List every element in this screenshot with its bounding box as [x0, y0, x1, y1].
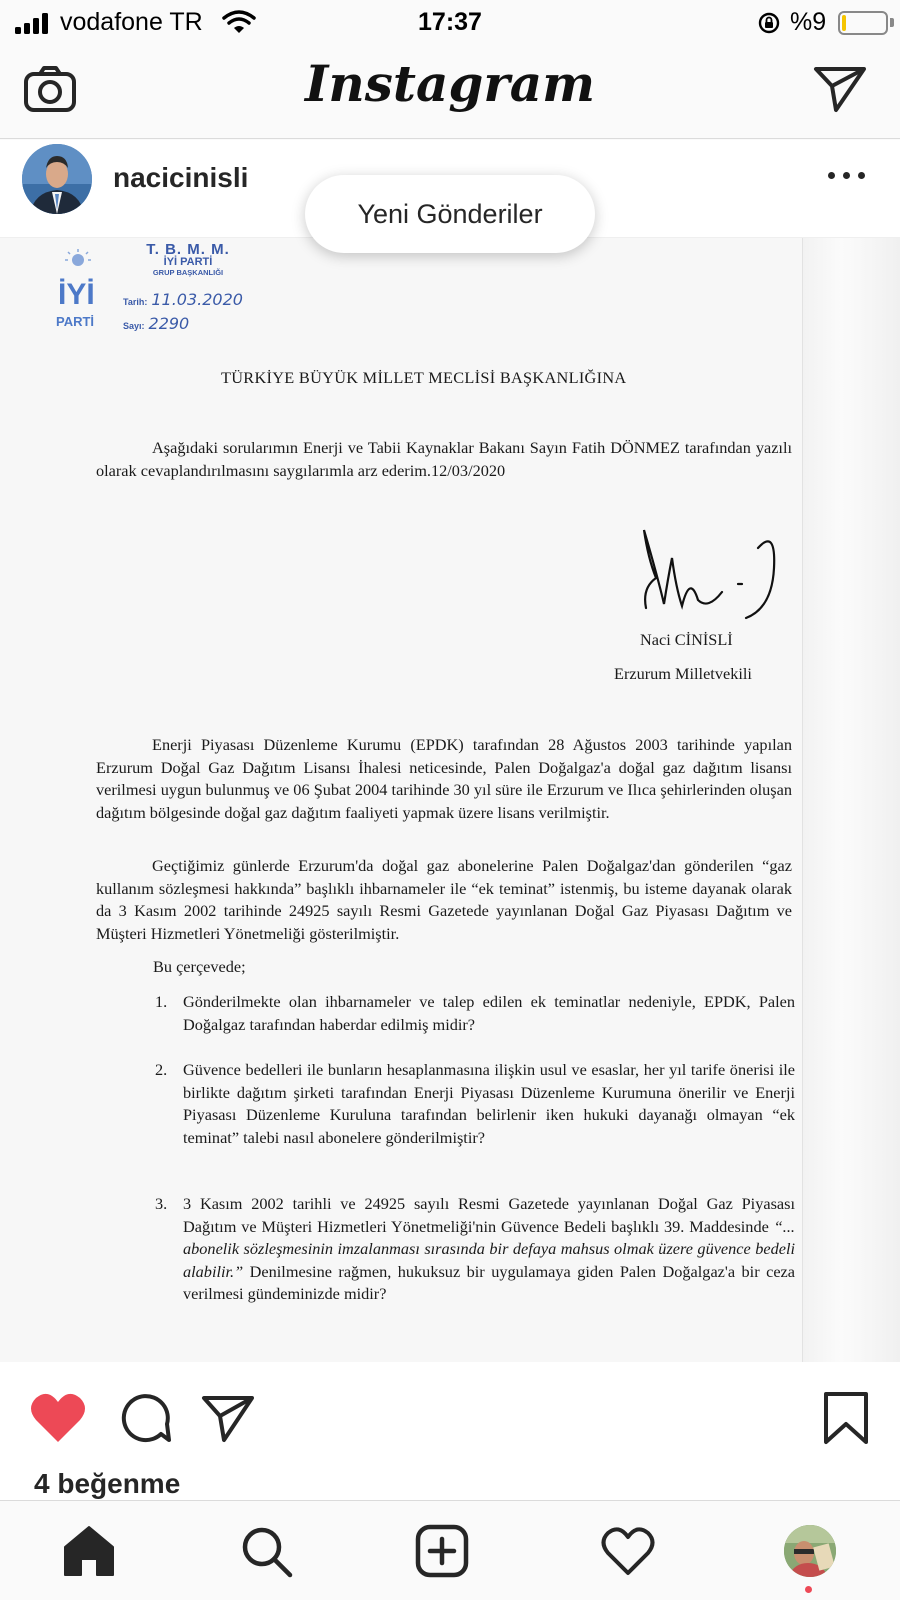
post-username[interactable]: nacicinisli: [113, 162, 249, 193]
svg-text:İYİ: İYİ: [58, 278, 95, 311]
quoted-regulation: “... abonelik sözleşmesinin imzalanması sırasında bir defaya mahsus olmak üzere güvence bedeli alabilir.”: [183, 1216, 795, 1281]
user-photo-icon: [22, 144, 92, 214]
avatar[interactable]: [22, 144, 92, 214]
carrier-name: vodafone TR: [60, 8, 203, 36]
instagram-logo[interactable]: Instagram: [305, 54, 595, 113]
stamp-number: 2290: [148, 314, 190, 333]
battery-percent: %9: [790, 8, 827, 36]
document-paragraph-1: Enerji Piyasası Düzenleme Kurumu (EPDK) tarafından 28 Ağustos 2003 tarihinde yapılan Erzurum Doğal Gaz Dağıtım Lisansı İhalesi neticesinde, Palen Doğalgaz'a doğal gaz dağıtım lisansı verilmesi uygun bulunmuş ve 06 Şubat 2004 tarihinde 30 yıl süre ile Erzurum ve Ilıca şehirlerinden oluşan dağıtım bölgesinde doğal gaz dağıtım faaliyeti yapmak üzere lisans verilmiştir.: [96, 735, 792, 822]
like-count[interactable]: 4 beğenme: [34, 1468, 181, 1499]
activity-heart-icon[interactable]: [600, 1523, 656, 1579]
stamp: T. B. M. M. İYİ PARTİ GRUP BAŞKANLIĞI Tarih: 11.03.2020 Sayı: 2290: [123, 241, 243, 333]
profile-photo-icon: [784, 1525, 836, 1577]
battery-icon: [838, 11, 888, 35]
document-paragraph-2: Geçtiğimiz günlerde Erzurum'da doğal gaz abonelerine Palen Doğalgaz'dan gönderilen “gaz kullanım sözleşmesi hakkında” başlıklı ihbarnameler ile “ek teminat” istenmiş, bu isteme dayanak olarak da 3 Kasım 2002 tarihinde 24925 sayılı Resmi Gazetede yayınlanan Doğal Gaz Piyasası Dağıtım ve Müşteri Hizmetleri Yönetmeliği gösterilmiştir.: [96, 856, 792, 943]
add-post-icon[interactable]: [414, 1523, 470, 1579]
more-options-icon[interactable]: [828, 172, 868, 184]
search-icon[interactable]: [238, 1523, 294, 1579]
document-intro: Aşağıdaki sorularımın Enerji ve Tabii Kaynaklar Bakanı Sayın Fatih DÖNMEZ tarafından yazılı olarak cevaplandırılmasını saygılarımla arz ederim.12/03/2020: [96, 438, 792, 480]
status-bar: [0, 0, 900, 46]
bookmark-icon[interactable]: [816, 1390, 876, 1446]
bottom-tab-bar: [0, 1500, 900, 1600]
iyi-party-logo: [52, 248, 107, 328]
comment-icon[interactable]: [113, 1390, 173, 1446]
like-heart-icon[interactable]: [28, 1390, 88, 1446]
signer-name: Naci CİNİSLİ: [640, 630, 733, 649]
new-posts-button[interactable]: Yeni Gönderiler: [305, 175, 595, 253]
question-2: 2. Güvence bedelleri ile bunların hesaplanmasına ilişkin usul ve esaslar, her yıl tarife önerisi ile birlikte dağıtım şirketi tarafından Enerji Piyasası Düzenleme Kurumuna önerilir ve Enerji Piyasası Düzenleme Kuruluna tarafından belirlenir iken hukuki dayanağı olmayan “ek teminat” talebi nasıl abonelere gönderilmiştir?: [155, 1060, 795, 1147]
signature: [638, 518, 798, 628]
question-1: 1. Gönderilmekte olan ihbarnameler ve talep edilen ek teminatlar nedeniyle, EPDK, Palen Doğalgaz tarafından haberdar edilmiş midir?: [155, 992, 795, 1034]
profile-avatar[interactable]: [784, 1525, 836, 1577]
svg-text:PARTİ: PARTİ: [56, 314, 95, 328]
top-navigation: [0, 46, 900, 139]
clock: 17:37: [418, 8, 482, 36]
signer-role: Erzurum Milletvekili: [614, 664, 752, 683]
stamp-date: 11.03.2020: [151, 290, 243, 309]
share-icon[interactable]: [198, 1390, 258, 1446]
list-intro: Bu çerçevede;: [153, 957, 246, 976]
post-image[interactable]: [0, 238, 900, 1362]
rotation-lock-icon: [757, 11, 781, 35]
home-icon[interactable]: [61, 1523, 117, 1579]
document-heading: TÜRKİYE BÜYÜK MİLLET MECLİSİ BAŞKANLIĞINA: [221, 368, 627, 387]
question-3: 3. 3 Kasım 2002 tarihli ve 24925 sayılı Resmi Gazetede yayınlanan Doğal Gaz Piyasası Dağıtım ve Müşteri Hizmetleri Yönetmeliği'nin Güvence Bedeli başlıklı 39. Maddesinde “... abonelik sözleşmesinin imzalanması sırasında bir defaya mahsus olmak üzere güvence bedeli alabilir.” Denilmesine rağmen, hukuksuz bir uygulamaya giden Palen Doğalgaz'a bir ceza verilmesi gündeminizde midir?: [155, 1194, 795, 1303]
direct-message-icon[interactable]: [812, 64, 868, 114]
notification-dot: [805, 1586, 812, 1593]
post-actions: [0, 1362, 900, 1502]
